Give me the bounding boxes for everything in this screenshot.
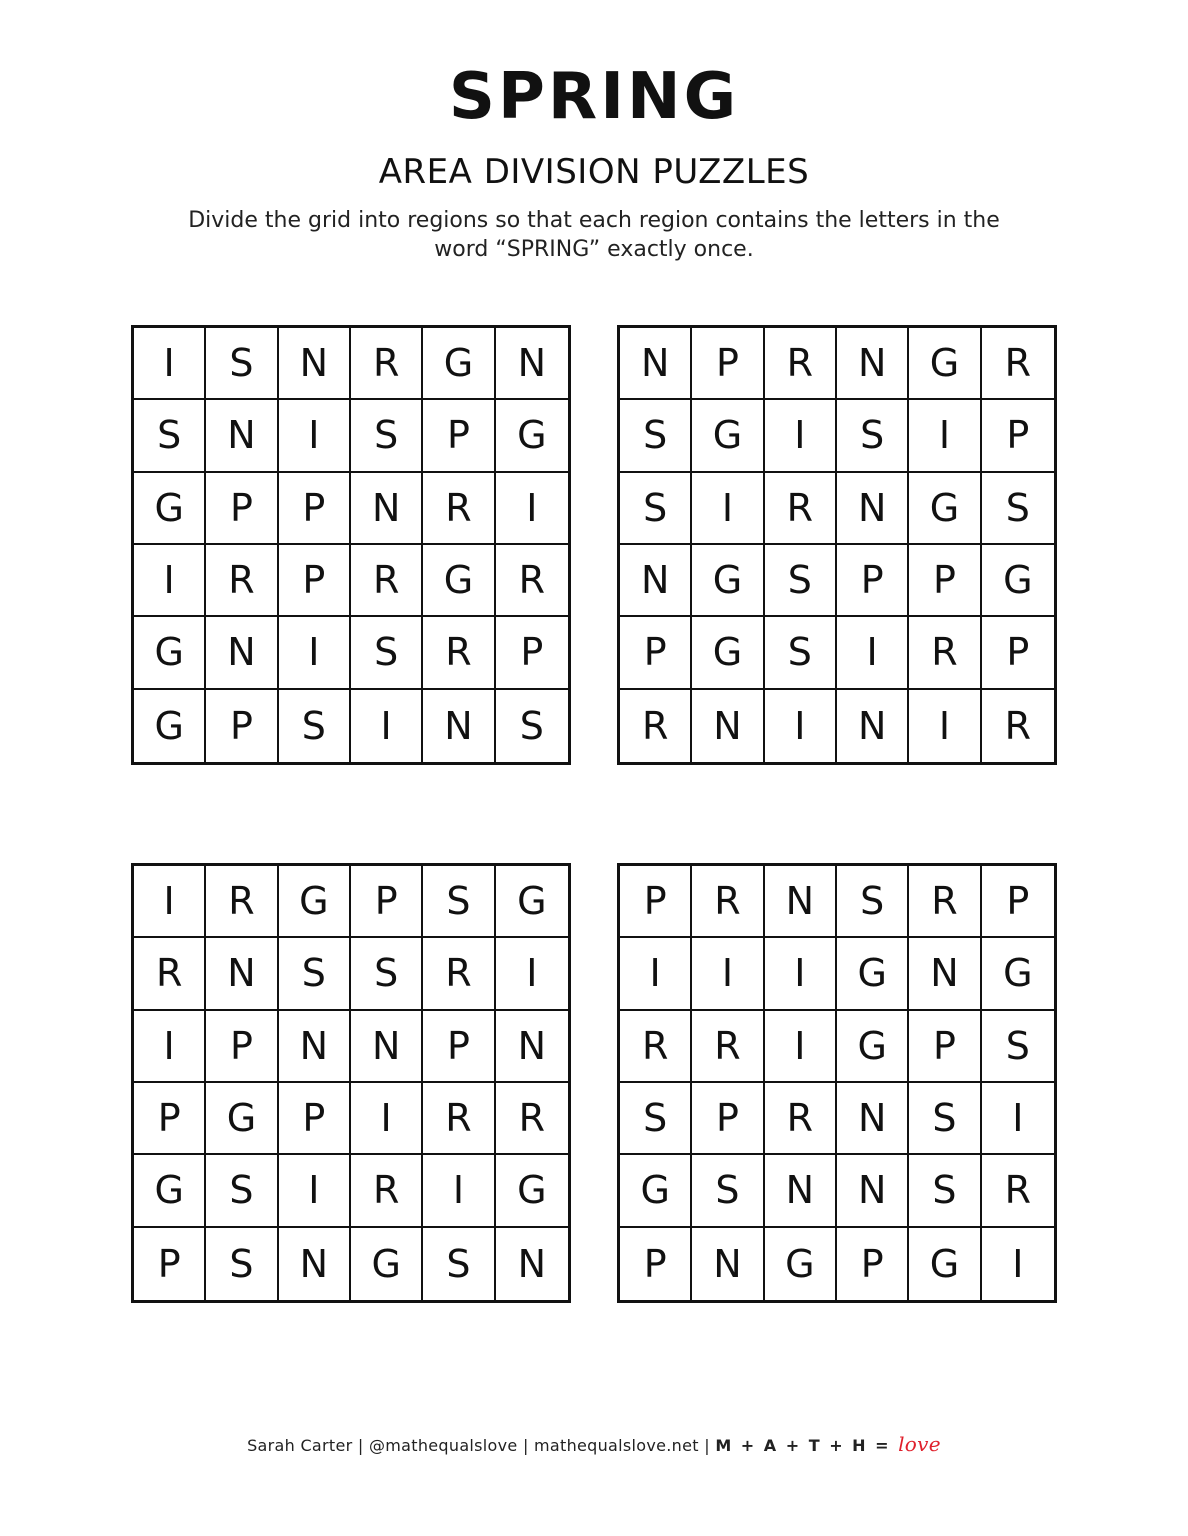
page-subtitle: AREA DIVISION PUZZLES bbox=[378, 152, 810, 192]
grid-cell: G bbox=[837, 938, 909, 1010]
grid-cell: G bbox=[692, 545, 764, 617]
grid-cell: S bbox=[279, 690, 351, 762]
grid-cell: P bbox=[909, 545, 981, 617]
grid-cell: R bbox=[351, 328, 423, 400]
grid-cell: I bbox=[279, 1155, 351, 1227]
grid-cell: N bbox=[206, 938, 278, 1010]
grid-cell: N bbox=[496, 328, 568, 400]
grid-cell: P bbox=[496, 617, 568, 689]
grid-cell: P bbox=[982, 400, 1054, 472]
grid-cell: I bbox=[765, 400, 837, 472]
grid-cell: G bbox=[909, 328, 981, 400]
grid-cell: R bbox=[496, 1083, 568, 1155]
grid-cell: G bbox=[134, 690, 206, 762]
grid-cell: R bbox=[423, 1083, 495, 1155]
grid-cell: N bbox=[351, 473, 423, 545]
grid-cell: S bbox=[837, 400, 909, 472]
grid-cell: S bbox=[837, 866, 909, 938]
page-title: SPRING bbox=[448, 60, 740, 134]
footer-credits: Sarah Carter | @mathequalslove | mathequalslove.net | bbox=[247, 1436, 716, 1455]
grid-cell: S bbox=[423, 1228, 495, 1300]
grid-cell: R bbox=[206, 545, 278, 617]
grid-cell: N bbox=[351, 1011, 423, 1083]
puzzle-grid-3 bbox=[131, 863, 571, 1303]
grid-cell: G bbox=[496, 1155, 568, 1227]
grid-cell: N bbox=[837, 1155, 909, 1227]
grid-cell: I bbox=[279, 400, 351, 472]
grid-cell: S bbox=[765, 617, 837, 689]
grid-cell: P bbox=[279, 545, 351, 617]
grid-cell: R bbox=[496, 545, 568, 617]
grid-cell: G bbox=[837, 1011, 909, 1083]
grid-cell: S bbox=[351, 400, 423, 472]
grid-cell: R bbox=[620, 1011, 692, 1083]
grid-cell: S bbox=[279, 938, 351, 1010]
grid-cell: R bbox=[423, 617, 495, 689]
grid-cell: P bbox=[423, 400, 495, 472]
grid-cell: I bbox=[909, 690, 981, 762]
footer-brand: M + A + T + H = bbox=[715, 1436, 899, 1455]
grid-cell: S bbox=[909, 1155, 981, 1227]
grid-cell: P bbox=[206, 690, 278, 762]
grid-cell: N bbox=[279, 1228, 351, 1300]
grid-cell: S bbox=[982, 473, 1054, 545]
grid-cell: R bbox=[1004, 703, 1032, 748]
grid-cell: I bbox=[982, 1083, 1054, 1155]
grid-cell: R bbox=[765, 1083, 837, 1155]
grid-cell: N bbox=[620, 545, 692, 617]
grid-cell: G bbox=[423, 328, 495, 400]
grid-cell: N bbox=[837, 473, 909, 545]
grid-cell: R bbox=[423, 473, 495, 545]
grid-cell: G bbox=[909, 473, 981, 545]
grid-cell: G bbox=[134, 617, 206, 689]
grid-cell: N bbox=[496, 1011, 568, 1083]
grid-cell: I bbox=[765, 690, 837, 762]
grid-cell: I bbox=[134, 1011, 206, 1083]
grid-cell: S bbox=[351, 617, 423, 689]
grid-cell: G bbox=[206, 1083, 278, 1155]
grid-cell: N bbox=[279, 328, 351, 400]
grid-cell: N bbox=[765, 1155, 837, 1227]
grid-cell: I bbox=[134, 545, 206, 617]
grid-cell: S bbox=[134, 400, 206, 472]
footer bbox=[0, 1432, 1188, 1456]
grid-cell: G bbox=[134, 1155, 206, 1227]
grid-cell: G bbox=[134, 473, 206, 545]
grid-cell: I bbox=[496, 473, 568, 545]
grid-cell: P bbox=[279, 473, 351, 545]
grid-cell: N bbox=[837, 1083, 909, 1155]
grid-cell: R bbox=[134, 938, 206, 1010]
grid-cell: N bbox=[837, 690, 909, 762]
grid-cell: R bbox=[982, 328, 1054, 400]
grid-cell: S bbox=[519, 703, 544, 748]
grid-cell: G bbox=[620, 1155, 692, 1227]
grid-cell: P bbox=[206, 1011, 278, 1083]
grid-cell: S bbox=[765, 545, 837, 617]
grid-cell: G bbox=[423, 545, 495, 617]
grid-cell: P bbox=[909, 1011, 981, 1083]
grid-cell: G bbox=[692, 617, 764, 689]
grid-cell: N bbox=[517, 1241, 547, 1286]
grid-cell: R bbox=[982, 1155, 1054, 1227]
grid-cell: G bbox=[765, 1228, 837, 1300]
grid-cell: P bbox=[620, 1228, 692, 1300]
puzzle-grid-2 bbox=[617, 325, 1057, 765]
grid-cell: R bbox=[423, 938, 495, 1010]
grid-cell: G bbox=[496, 400, 568, 472]
grid-cell: P bbox=[206, 473, 278, 545]
grid-cell: P bbox=[620, 617, 692, 689]
grid-cell: R bbox=[765, 473, 837, 545]
grid-cell: I bbox=[134, 328, 206, 400]
grid-cell: G bbox=[496, 866, 568, 938]
footer-love-logo: love bbox=[898, 1432, 941, 1456]
grid-cell: I bbox=[692, 473, 764, 545]
grid-cell: G bbox=[351, 1228, 423, 1300]
grid-cell: N bbox=[279, 1011, 351, 1083]
grid-cell: P bbox=[837, 1228, 909, 1300]
grid-cell: N bbox=[423, 690, 495, 762]
grid-cell: S bbox=[620, 473, 692, 545]
grid-cell: G bbox=[909, 1228, 981, 1300]
grid-cell: P bbox=[134, 1228, 206, 1300]
puzzle-grid-1 bbox=[131, 325, 571, 765]
grid-cell: R bbox=[351, 1155, 423, 1227]
grid-cell: P bbox=[982, 866, 1054, 938]
grid-cell: S bbox=[206, 1228, 278, 1300]
grid-cell: N bbox=[206, 400, 278, 472]
grid-cell: P bbox=[134, 1083, 206, 1155]
grid-cell: R bbox=[765, 328, 837, 400]
grid-cell: I bbox=[134, 866, 206, 938]
grid-cell: I bbox=[620, 938, 692, 1010]
grid-cell: N bbox=[620, 328, 692, 400]
grid-cell: P bbox=[692, 328, 764, 400]
grid-cell: R bbox=[206, 866, 278, 938]
grid-cell: N bbox=[692, 1228, 764, 1300]
grid-cell: S bbox=[692, 1155, 764, 1227]
instructions: Divide the grid into regions so that each region contains the letters in the word “SPRING” exactly once. bbox=[188, 208, 1000, 262]
grid-cell: R bbox=[692, 1011, 764, 1083]
grid-cell: N bbox=[909, 938, 981, 1010]
grid-cell: I bbox=[692, 938, 764, 1010]
grid-cell: G bbox=[982, 938, 1054, 1010]
grid-cell: S bbox=[982, 1011, 1054, 1083]
grid-cell: S bbox=[909, 1083, 981, 1155]
grid-cell: N bbox=[837, 328, 909, 400]
grid-cell: I bbox=[279, 617, 351, 689]
grid-cell: R bbox=[909, 617, 981, 689]
grid-cell: S bbox=[206, 328, 278, 400]
grid-cell: I bbox=[351, 1083, 423, 1155]
grid-cell: G bbox=[982, 545, 1054, 617]
grid-cell: S bbox=[206, 1155, 278, 1227]
grid-cell: N bbox=[692, 690, 764, 762]
grid-cell: G bbox=[692, 400, 764, 472]
grid-cell: R bbox=[351, 545, 423, 617]
grid-cell: I bbox=[909, 400, 981, 472]
grid-cell: S bbox=[620, 400, 692, 472]
grid-cell: S bbox=[351, 938, 423, 1010]
grid-cell: I bbox=[837, 617, 909, 689]
grid-cell: I bbox=[351, 690, 423, 762]
grid-cell: S bbox=[620, 1083, 692, 1155]
grid-cell: P bbox=[982, 617, 1054, 689]
grid-cell: R bbox=[692, 866, 764, 938]
grid-cell: P bbox=[620, 866, 692, 938]
grid-cell: G bbox=[279, 866, 351, 938]
grid-cell: R bbox=[620, 690, 692, 762]
grid-cell: I bbox=[496, 938, 568, 1010]
grid-cell: S bbox=[423, 866, 495, 938]
grid-cell: I bbox=[765, 1011, 837, 1083]
grid-cell: R bbox=[909, 866, 981, 938]
grid-cell: N bbox=[765, 866, 837, 938]
grid-cell: P bbox=[692, 1083, 764, 1155]
grid-cell: N bbox=[206, 617, 278, 689]
grid-cell: P bbox=[351, 866, 423, 938]
grid-cell: I bbox=[423, 1155, 495, 1227]
grid-cell: P bbox=[423, 1011, 495, 1083]
grid-cell: I bbox=[765, 938, 837, 1010]
puzzle-grid-4 bbox=[617, 863, 1057, 1303]
grid-cell: P bbox=[279, 1083, 351, 1155]
grid-cell: I bbox=[1012, 1241, 1024, 1286]
grid-cell: P bbox=[837, 545, 909, 617]
